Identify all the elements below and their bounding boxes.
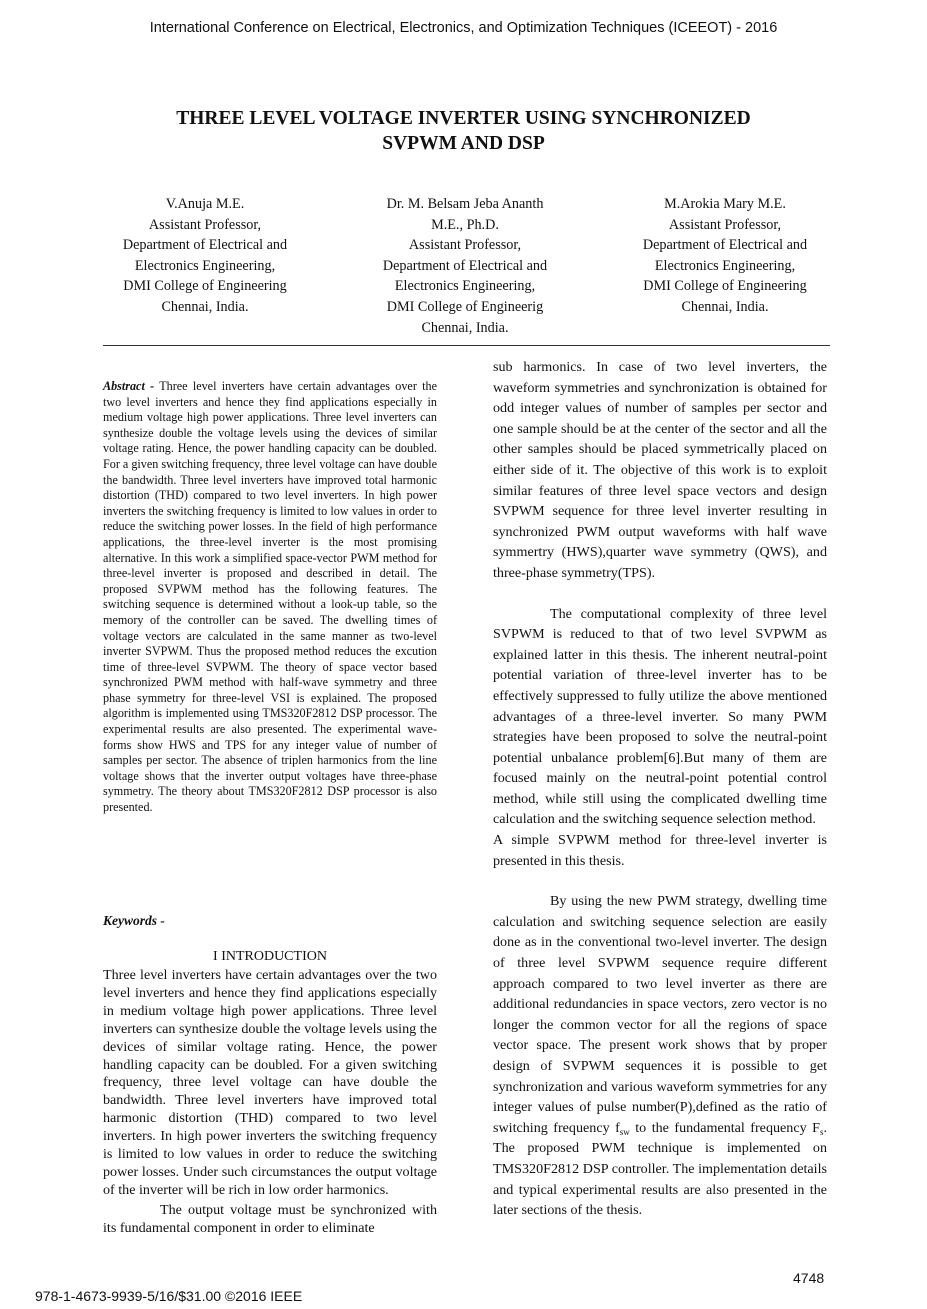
section-heading-introduction: I INTRODUCTION (213, 949, 327, 964)
author-line: Department of Electrical and (382, 257, 548, 274)
p3-text-b: to the fundamental frequency F (629, 1119, 820, 1136)
author-line: Department of Electrical and (642, 237, 808, 254)
conference-header: International Conference on Electrical, Electronics, and Optimization Techniques (ICEEOT) - 2016 (149, 20, 778, 36)
author-line: Assistant Professor, (408, 237, 522, 254)
abstract-label: Abstract - (103, 379, 155, 393)
author-block-3 (600, 194, 850, 318)
author-line: Dr. M. Belsam Jeba Ananth (386, 196, 544, 212)
author-line: M.Arokia Mary M.E. (664, 196, 786, 212)
author-line: Assistant Professor, (148, 216, 262, 233)
title-line-2: SVPWM AND DSP (382, 133, 545, 154)
author-line: M.E., Ph.D. (431, 216, 499, 233)
author-line: Chennai, India. (161, 298, 249, 315)
p3-text-a: By using the new PWM strategy, dwelling time calculation and switching sequence selection are easily done as in the conventional two-level inverter. The design of three level SVPWM sequence require different approach compared to two level inverter as there are additional redundancies in space vectors, zero vector is no longer the common vector for all the regions of space vector space. The present work shows that by proper design of SVPWM sequences it is possible to get synchronization and various waveform symmetries for any integer values of pulse number(P),defined as the ratio of switching frequency f (493, 893, 827, 1136)
paper-title (100, 106, 827, 156)
keywords-label: Keywords - (103, 913, 165, 928)
right-paragraph-2: The computational complexity of three level SVPWM is reduced to that of two level SVPWM as explained latter in this thesis. The inherent neutral-point potential variation of three-level inverter has to be effectively suppressed to fully utilize the above mentioned advantages of a three-level inverter. So many PWM strategies have been proposed to solve the neutral-point potential unbalance problem[6].But many of them are focused mainly on the neutral-point potential control method, while still using the complicated dwelling time calculation and the switching sequence selection method. (493, 605, 827, 828)
author-line: DMI College of Engineering (643, 278, 807, 295)
author-line: Electronics Engineering, (654, 257, 796, 274)
p3-text-c: . The proposed PWM technique is implemented on TMS320F2812 DSP controller. The implementation details and typical experimental results are also presented in the later sections of the thesis. (493, 1119, 827, 1219)
right-paragraph-2b: A simple SVPWM method for three-level inverter is presented in this thesis. (493, 832, 827, 869)
abstract-text: Three level inverters have certain advantages over the two level inverters and hence they find applications especially in medium voltage high power applications. Three level inverters can synthesize double the voltage levels using the devices of similar voltage rating. Hence, the power handling capacity can be doubled. For a given switching frequency, three level voltage can have double the bandwidth. Three level inverters have improved total harmonic distortion (THD) compared to two level inverters. In high power inverters the switching frequency is limited to low values in order to reduce the switching power losses. In the field of high performance applications, the three-level inverter is the most promising alternative. In this work a simplified space-vector PWM method for three-level inverter is proposed and described in detail. The proposed SVPWM method has the following features. The switching sequence is determined without a look-up table, so the memory of the controller can be saved. The dwelling times of voltage vectors are calculated in the same manner as two-level inverter SVPWM. Thus the proposed method reduces the excution time of three-level SVPWM. The theory of space vector based synchronized PWM method with half-wave symmetry and three phase symmetry for three-level VSI is explained. The proposed algorithm is implemented using TMS320F2812 DSP processor. The experimental results are also presented. The experimental wave-forms show HWS and TPS for any integer value of number of samples per sector. The absence of triplen harmonics from the line voltage shows that the inverter output voltages have three-phase symmetry. The theory about TMS320F2812 DSP processor is also presented. (103, 379, 437, 815)
copyright-footer: 978-1-4673-9939-5/16/$31.00 ©2016 IEEE (35, 1288, 303, 1304)
author-line: Department of Electrical and (122, 237, 288, 254)
section-divider (103, 345, 830, 346)
abstract (103, 379, 437, 816)
right-column-body (493, 357, 827, 1221)
intro-paragraph-2: The output voltage must be synchronized with its fundamental component in order to eliminate (103, 1201, 437, 1236)
author-line: Assistant Professor, (668, 216, 782, 233)
author-block-2 (340, 194, 590, 338)
author-block-1 (80, 194, 330, 318)
title-line-1: THREE LEVEL VOLTAGE INVERTER USING SYNCHRONIZED (176, 108, 751, 129)
author-line: DMI College of Engineerig (386, 298, 544, 315)
author-line: Electronics Engineering, (134, 257, 276, 274)
author-line: Chennai, India. (421, 319, 509, 336)
fsw-subscript: sw (619, 1126, 630, 1137)
fs-subscript: s (819, 1126, 824, 1137)
right-paragraph-3 (493, 891, 827, 1221)
author-line: DMI College of Engineering (123, 278, 287, 295)
introduction-body (103, 967, 437, 1238)
author-line: V.Anuja M.E. (165, 196, 245, 212)
right-paragraph-1: sub harmonics. In case of two level inverters, the waveform symmetries and synchronization is obtained for odd integer values of number of samples per sector and one sample should be at the center of the sector and all the other samples should be placed symmetrically placed on either side of it. The objective of this work is to exploit similar features of three level space vectors and design SVPWM sequence for three level inverter resulting in synchronized PWM output waveforms with half wave symmertry (HWS),quarter wave symmetry (QWS), and three-phase symmetry(TPS). (493, 359, 827, 581)
author-line: Electronics Engineering, (394, 278, 536, 295)
page-number: 4748 (793, 1270, 825, 1286)
author-line: Chennai, India. (681, 298, 769, 315)
intro-paragraph-1: Three level inverters have certain advantages over the two level inverters and hence they find applications especially in medium voltage high power applications. Three level inverters can synthesize double the voltage levels using the devices of similar voltage rating. Hence, the power handling capacity can be doubled. For a given switching frequency, three level voltage can have double the bandwidth. Three level inverters have improved total harmonic distortion (THD) compared to two level inverters. In high power inverters the switching frequency is limited to low values in order to reduce the switching power losses. Under such circumstances the output voltage of the inverter will be rich in low order harmonics. (103, 967, 437, 1198)
